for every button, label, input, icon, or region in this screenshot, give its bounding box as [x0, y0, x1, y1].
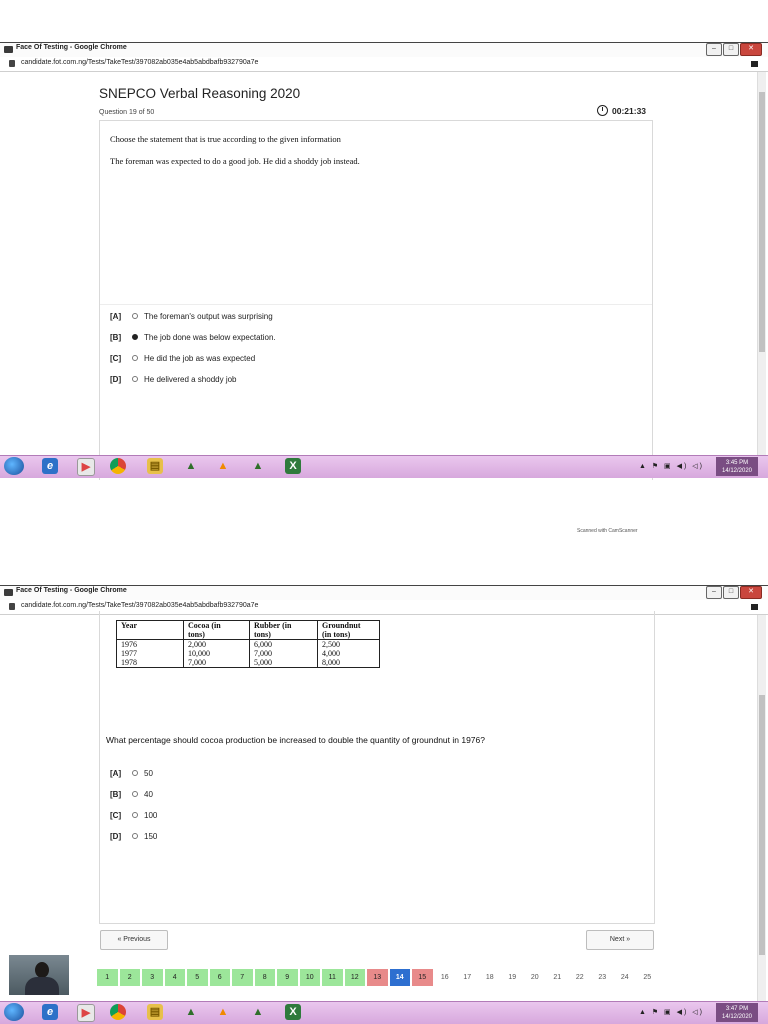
question-nav-item-2[interactable]: 2 — [120, 969, 141, 986]
option-c[interactable] — [110, 352, 255, 364]
table-cell: 1977 — [121, 649, 137, 658]
option-text[interactable]: 40 — [144, 789, 153, 799]
table-cell: 5,000 — [254, 658, 272, 667]
table-header-year — [117, 621, 184, 640]
option-letter: [D] — [110, 831, 122, 841]
question-nav-item-10[interactable]: 10 — [300, 969, 321, 986]
webcam-preview — [9, 955, 69, 995]
scrollbar[interactable] — [757, 615, 766, 1001]
window-titlebar — [0, 42, 768, 58]
previous-button[interactable]: « Previous — [100, 930, 168, 950]
radio-button[interactable] — [132, 313, 138, 319]
question-nav-item-25[interactable]: 25 — [637, 969, 658, 986]
table-header-row — [117, 621, 380, 640]
header-line: (in tons) — [322, 630, 351, 639]
scrollbar-thumb[interactable] — [759, 92, 765, 352]
groundnut-column — [318, 640, 380, 668]
question-nav-item-23[interactable]: 23 — [592, 969, 613, 986]
clock-time: 3:45 PM — [725, 460, 749, 466]
option-d[interactable] — [110, 373, 237, 385]
option-text[interactable]: He delivered a shoddy job — [144, 374, 237, 384]
clock-date: 14/12/2020 — [721, 1014, 753, 1020]
option-letter: [B] — [110, 332, 122, 342]
taskbar-clock[interactable] — [716, 1003, 758, 1022]
media-player-icon[interactable]: ▶ — [77, 1004, 95, 1022]
countdown-timer — [597, 105, 646, 116]
option-text[interactable]: The job done was below expectation. — [144, 332, 276, 342]
scrollbar-thumb[interactable] — [759, 695, 765, 955]
timer-value: 00:21:33 — [612, 105, 647, 116]
question-nav-item-18[interactable]: 18 — [480, 969, 501, 986]
radio-button[interactable] — [132, 770, 138, 776]
maximize-button[interactable]: □ — [723, 586, 739, 599]
option-a[interactable] — [110, 310, 273, 322]
question-nav-item-9[interactable]: 9 — [277, 969, 298, 986]
table-cell: 1978 — [121, 658, 137, 667]
taskbar — [0, 455, 768, 478]
rubber-column — [250, 640, 318, 668]
system-tray[interactable]: ▲ ⚑ ▣ ◀) ◁) — [638, 1009, 704, 1016]
table-header-rubber — [250, 621, 318, 640]
start-button-icon[interactable] — [4, 457, 24, 475]
table-cell: 7,000 — [188, 658, 206, 667]
question-nav-item-13[interactable]: 13 — [367, 969, 388, 986]
table-header-cocoa — [184, 621, 250, 640]
question-nav-item-5[interactable]: 5 — [187, 969, 208, 986]
option-b[interactable] — [110, 331, 276, 343]
header-line: tons) — [254, 630, 271, 639]
cocoa-column — [184, 640, 250, 668]
question-nav-item-8[interactable]: 8 — [255, 969, 276, 986]
window-title: Face Of Testing - Google Chrome — [16, 44, 127, 51]
table-cell: 6,000 — [254, 640, 272, 649]
browser-window-icon — [4, 46, 13, 53]
question-nav-item-24[interactable]: 24 — [615, 969, 636, 986]
candidate-body — [25, 977, 59, 995]
window-titlebar — [0, 585, 768, 601]
option-c[interactable] — [110, 809, 157, 821]
clock-icon — [597, 105, 608, 116]
question-nav-item-20[interactable]: 20 — [525, 969, 546, 986]
candidate-head — [35, 962, 49, 978]
media-player-icon[interactable]: ▶ — [77, 458, 95, 476]
folder-icon[interactable]: ▤ — [147, 1004, 163, 1020]
question-nav-item-21[interactable]: 21 — [547, 969, 568, 986]
radio-button[interactable] — [132, 376, 138, 382]
option-text[interactable]: 50 — [144, 768, 153, 778]
excel-icon[interactable]: X — [285, 458, 301, 474]
table-cell: 2,000 — [188, 640, 206, 649]
question-counter: Question 19 of 50 — [99, 109, 155, 116]
folder-icon[interactable]: ▤ — [147, 458, 163, 474]
radio-button[interactable] — [132, 355, 138, 361]
data-table — [116, 620, 380, 668]
radio-button-selected[interactable] — [132, 334, 138, 340]
minimize-button[interactable]: – — [706, 586, 722, 599]
window-controls — [706, 43, 762, 55]
internet-explorer-icon[interactable]: e — [42, 1004, 58, 1020]
screenshot-top — [0, 42, 768, 478]
option-d[interactable] — [110, 830, 157, 842]
question-nav-item-14[interactable]: 14 — [390, 969, 411, 986]
question-instruction: Choose the statement that is true according to the given information — [110, 134, 341, 144]
option-b[interactable] — [110, 788, 153, 800]
address-bar[interactable] — [0, 57, 768, 72]
option-text[interactable]: 150 — [144, 831, 158, 841]
chrome-icon[interactable] — [110, 458, 126, 474]
table-cell: 2,500 — [322, 640, 340, 649]
question-nav-item-15[interactable]: 15 — [412, 969, 433, 986]
taskbar — [0, 1001, 768, 1024]
app-icon[interactable]: ▲ — [185, 1006, 197, 1018]
question-nav-item-17[interactable]: 17 — [457, 969, 478, 986]
option-letter: [C] — [110, 353, 122, 363]
internet-explorer-icon[interactable]: e — [42, 458, 58, 474]
minimize-button[interactable]: – — [706, 43, 722, 56]
question-navigator — [97, 969, 660, 986]
divider — [100, 304, 652, 305]
close-button[interactable]: ✕ — [740, 586, 762, 599]
table-cell: 1976 — [121, 640, 137, 649]
option-letter: [D] — [110, 374, 122, 384]
question-nav-item-1[interactable]: 1 — [97, 969, 118, 986]
radio-button[interactable] — [132, 791, 138, 797]
header-line: Rubber (in — [254, 621, 292, 630]
scanner-watermark: Scanned with CamScanner — [577, 528, 638, 534]
browser-menu-icon[interactable] — [751, 61, 758, 67]
table-cell: 7,000 — [254, 649, 272, 658]
table-cell: 8,000 — [322, 658, 340, 667]
window-title: Face Of Testing - Google Chrome — [16, 587, 127, 594]
option-letter: [C] — [110, 810, 122, 820]
question-nav-item-3[interactable]: 3 — [142, 969, 163, 986]
question-nav-item-7[interactable]: 7 — [232, 969, 253, 986]
question-text: What percentage should cocoa production be increased to double the quantity of groundnut in 1976? — [106, 735, 485, 745]
screenshot-bottom — [0, 585, 768, 1024]
header-line: Year — [121, 621, 137, 630]
lock-icon — [9, 60, 15, 67]
table-cell: 10,000 — [188, 649, 210, 658]
maximize-button[interactable]: □ — [723, 43, 739, 56]
option-letter: [A] — [110, 311, 122, 321]
vlc-icon[interactable]: ▲ — [217, 1006, 229, 1018]
question-nav-item-4[interactable]: 4 — [165, 969, 186, 986]
window-controls — [706, 586, 762, 598]
scrollbar[interactable] — [757, 72, 766, 455]
browser-window-icon — [4, 589, 13, 596]
table-cell: 4,000 — [322, 649, 340, 658]
excel-icon[interactable]: X — [285, 1004, 301, 1020]
question-nav-item-6[interactable]: 6 — [210, 969, 231, 986]
url-text[interactable]: candidate.fot.com.ng/Tests/TakeTest/397082ab035e4ab5abdbafb932790a7e — [21, 602, 259, 609]
test-title: SNEPCO Verbal Reasoning 2020 — [99, 86, 301, 101]
next-button[interactable]: Next » — [586, 930, 654, 950]
option-letter: [B] — [110, 789, 122, 799]
clock-time: 3:47 PM — [725, 1006, 749, 1012]
question-nav-item-22[interactable]: 22 — [570, 969, 591, 986]
app-icon[interactable]: ▲ — [185, 460, 197, 472]
chrome-icon[interactable] — [110, 1004, 126, 1020]
table-row — [117, 640, 380, 668]
lock-icon — [9, 603, 15, 610]
question-nav-item-19[interactable]: 19 — [502, 969, 523, 986]
close-button[interactable]: ✕ — [740, 43, 762, 56]
year-column — [117, 640, 184, 668]
url-text[interactable]: candidate.fot.com.ng/Tests/TakeTest/397082ab035e4ab5abdbafb932790a7e — [21, 59, 259, 66]
option-text[interactable]: 100 — [144, 810, 158, 820]
app-icon[interactable]: ▲ — [252, 1006, 264, 1018]
header-line: Cocoa (in — [188, 621, 221, 630]
app-icon[interactable]: ▲ — [252, 460, 264, 472]
browser-menu-icon[interactable] — [751, 604, 758, 610]
question-nav-item-16[interactable]: 16 — [435, 969, 456, 986]
header-line: tons) — [188, 630, 205, 639]
option-text[interactable]: He did the job as was expected — [144, 353, 256, 363]
radio-button[interactable] — [132, 833, 138, 839]
radio-button[interactable] — [132, 812, 138, 818]
clock-date: 14/12/2020 — [721, 468, 753, 474]
question-nav-item-12[interactable]: 12 — [345, 969, 366, 986]
system-tray[interactable]: ▲ ⚑ ▣ ◀) ◁) — [638, 463, 704, 470]
taskbar-clock[interactable] — [716, 457, 758, 476]
table-header-groundnut — [318, 621, 380, 640]
option-letter: [A] — [110, 768, 122, 778]
question-passage: The foreman was expected to do a good job. He did a shoddy job instead. — [110, 156, 360, 166]
start-button-icon[interactable] — [4, 1003, 24, 1021]
option-text[interactable]: The foreman's output was surprising — [144, 311, 273, 321]
option-a[interactable] — [110, 767, 153, 779]
vlc-icon[interactable]: ▲ — [217, 460, 229, 472]
question-nav-item-11[interactable]: 11 — [322, 969, 343, 986]
header-line: Groundnut — [322, 621, 361, 630]
question-panel — [99, 120, 653, 480]
